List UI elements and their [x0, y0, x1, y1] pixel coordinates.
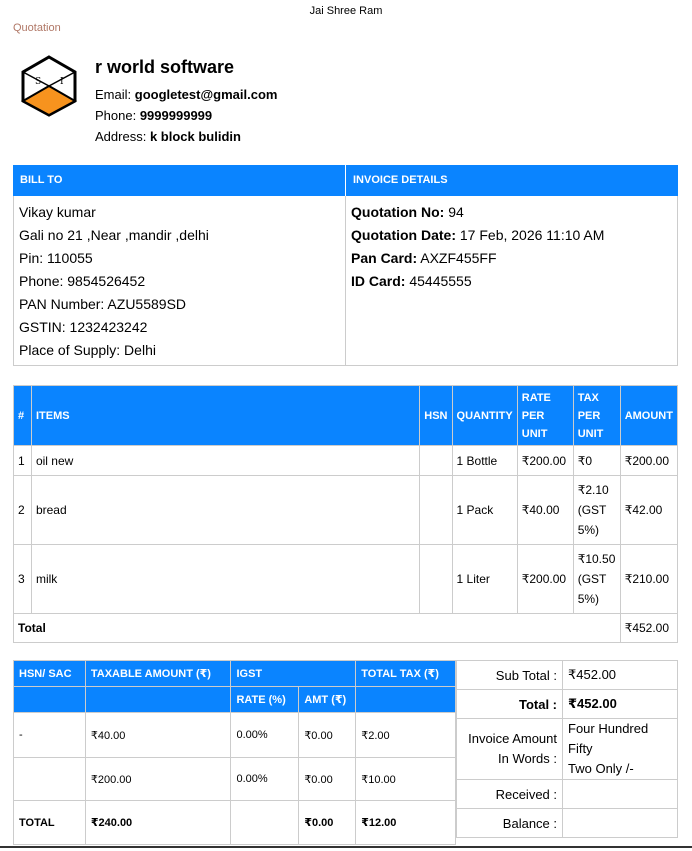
row-hsn: [420, 476, 452, 545]
col-items: ITEMS: [31, 386, 419, 446]
col-rate: RATE PER UNIT: [517, 386, 573, 446]
pan-card: Pan Card: AXZF455FF: [351, 250, 497, 266]
logo-letter-i: I: [60, 77, 64, 87]
col-quantity: QUANTITY: [452, 386, 517, 446]
company-address: Address: k block bulidin: [95, 129, 241, 144]
col-igst: IGST: [231, 661, 356, 687]
quotation-number: Quotation No: 94: [351, 204, 464, 220]
table-row: [14, 758, 456, 801]
summary-table: [456, 660, 678, 838]
row-rate: ₹40.00: [517, 476, 573, 545]
table-row: [14, 446, 678, 476]
received-label: Received :: [457, 780, 563, 809]
hsn-header-row: [14, 661, 456, 687]
customer-address: Gali no 21 ,Near ,mandir ,delhi: [19, 227, 209, 243]
hsn-summary-table: [13, 660, 456, 845]
row-amount: ₹200.00: [620, 446, 677, 476]
balance-row: [457, 809, 678, 838]
amount-in-words-row: [457, 719, 678, 780]
col-tax: TAX PER UNIT: [573, 386, 620, 446]
hsn-total-tax: ₹2.00: [356, 713, 456, 758]
items-header-row: [14, 386, 678, 446]
hsn-total-amt: ₹0.00: [299, 801, 356, 845]
hsn-total-row: [14, 801, 456, 845]
company-info: [95, 57, 277, 147]
hsn-taxable: ₹40.00: [85, 713, 231, 758]
received-row: [457, 780, 678, 809]
items-total-label: Total: [14, 614, 621, 643]
hsn-rate: 0.00%: [231, 758, 299, 801]
row-num: 3: [14, 545, 32, 614]
row-tax: ₹0: [573, 446, 620, 476]
bill-to-details: [14, 196, 346, 365]
id-card: ID Card: 45445555: [351, 273, 472, 289]
company-name: r world software: [95, 57, 235, 77]
invoice-details: [346, 196, 678, 365]
row-qty: 1 Liter: [452, 545, 517, 614]
place-of-supply: Place of Supply: Delhi: [19, 342, 156, 358]
quotation-date: Quotation Date: 17 Feb, 2026 11:10 AM: [351, 227, 605, 243]
amount-in-words-label: Invoice Amount In Words :: [457, 719, 563, 780]
subtotal-row: [457, 661, 678, 690]
col-total-tax-blank: [356, 687, 456, 713]
hsn-amt: ₹0.00: [299, 758, 356, 801]
company-email: Email: googletest@gmail.com: [95, 87, 278, 102]
col-hsn-sac: HSN/ SAC: [14, 661, 86, 687]
customer-pin: Pin: 110055: [19, 250, 93, 266]
row-tax: ₹2.10 (GST 5%): [573, 476, 620, 545]
table-row: [14, 476, 678, 545]
hsn-code: -: [14, 713, 86, 758]
row-amount: ₹210.00: [620, 545, 677, 614]
bill-to-heading: BILL TO: [13, 165, 345, 196]
page-bottom-divider: [0, 846, 692, 848]
customer-phone: Phone: 9854526452: [19, 273, 146, 289]
balance-value: [563, 809, 678, 838]
col-hsn: HSN: [420, 386, 452, 446]
row-rate: ₹200.00: [517, 446, 573, 476]
col-hsn-blank: [14, 687, 86, 713]
bill-section: [13, 196, 678, 366]
customer-pan: PAN Number: AZU5589SD: [19, 296, 187, 312]
customer-gstin: GSTIN: 1232423242: [19, 319, 148, 335]
col-total-tax: TOTAL TAX (₹): [356, 661, 456, 687]
subtotal-label: Sub Total :: [457, 661, 563, 690]
row-item: bread: [31, 476, 419, 545]
row-item: milk: [31, 545, 419, 614]
hsn-total-tax: ₹10.00: [356, 758, 456, 801]
document-type-label: Quotation: [13, 22, 61, 34]
hsn-total-taxable: ₹240.00: [85, 801, 231, 845]
received-value: [563, 780, 678, 809]
row-qty: 1 Bottle: [452, 446, 517, 476]
col-num: #: [14, 386, 32, 446]
row-item: oil new: [31, 446, 419, 476]
row-tax: ₹10.50 (GST 5%): [573, 545, 620, 614]
col-igst-amt: AMT (₹): [299, 687, 356, 713]
row-rate: ₹200.00: [517, 545, 573, 614]
customer-name: Vikay kumar: [19, 204, 96, 220]
balance-label: Balance :: [457, 809, 563, 838]
total-row: [457, 690, 678, 719]
subtotal-value: ₹452.00: [563, 661, 678, 690]
items-table: [13, 385, 678, 643]
hsn-total-label: TOTAL: [14, 801, 86, 845]
row-hsn: [420, 545, 452, 614]
col-igst-rate: RATE (%): [231, 687, 299, 713]
total-value: ₹452.00: [563, 690, 678, 719]
hsn-total-rate: [231, 801, 299, 845]
row-hsn: [420, 446, 452, 476]
row-num: 1: [14, 446, 32, 476]
col-taxable-blank: [85, 687, 231, 713]
hsn-rate: 0.00%: [231, 713, 299, 758]
row-qty: 1 Pack: [452, 476, 517, 545]
items-total-row: [14, 614, 678, 643]
amount-in-words-value: Four Hundred Fifty Two Only /-: [563, 719, 678, 780]
hsn-code: [14, 758, 86, 801]
invoice-details-heading: INVOICE DETAILS: [346, 165, 678, 196]
items-total-amount: ₹452.00: [620, 614, 677, 643]
hsn-amt: ₹0.00: [299, 713, 356, 758]
row-num: 2: [14, 476, 32, 545]
table-row: [14, 545, 678, 614]
table-row: [14, 713, 456, 758]
company-logo: [18, 55, 80, 117]
bill-headers: [13, 165, 678, 196]
col-amount: AMOUNT: [620, 386, 677, 446]
total-label: Total :: [457, 690, 563, 719]
logo-letter-s: S: [35, 77, 42, 87]
hsn-taxable: ₹200.00: [85, 758, 231, 801]
hsn-subheader-row: [14, 687, 456, 713]
company-phone: Phone: 9999999999: [95, 108, 213, 123]
hsn-total-tax: ₹12.00: [356, 801, 456, 845]
row-amount: ₹42.00: [620, 476, 677, 545]
col-taxable-amount: TAXABLE AMOUNT (₹): [85, 661, 231, 687]
page-header-title: Jai Shree Ram: [309, 5, 383, 17]
